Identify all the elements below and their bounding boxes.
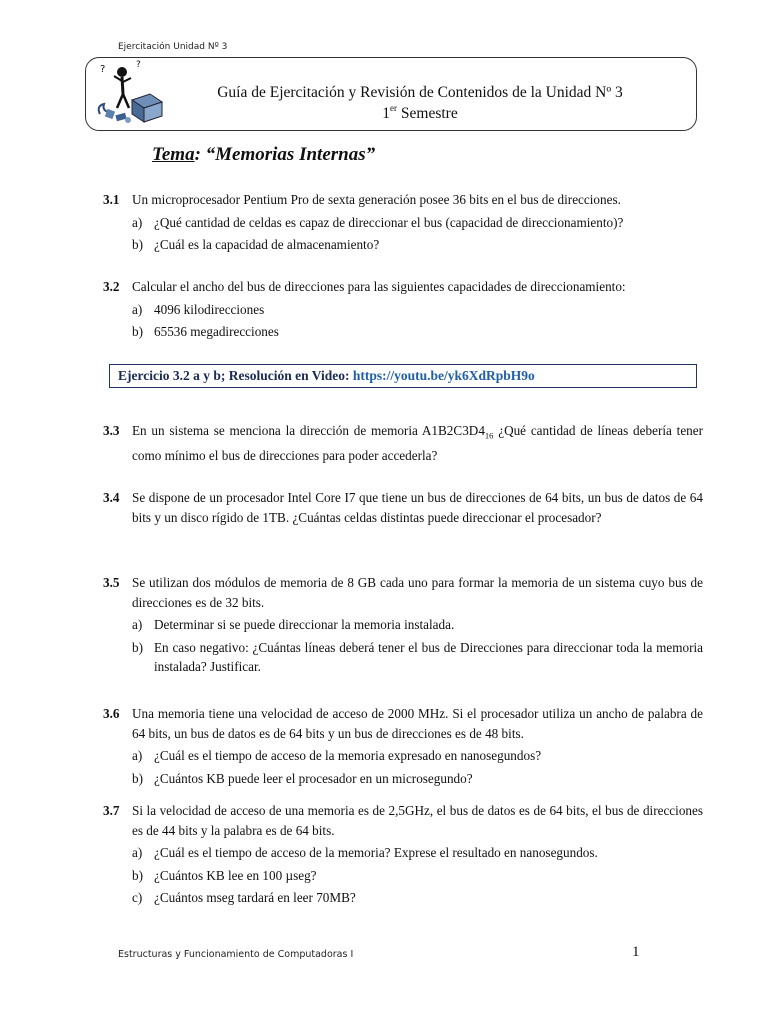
- question-text: Si la velocidad de acceso de una memoria es de 2,5GHz, el bus de datos es de 64 bits, el bus de direcciones es de 44 bits y la palabra es de 64 bits.: [132, 803, 703, 838]
- question-3-7: [103, 801, 703, 908]
- footer-course-name: Estructuras y Funcionamiento de Computadoras I: [118, 949, 354, 960]
- question-number: 3.7: [103, 803, 120, 818]
- question-number: 3.3: [103, 423, 120, 438]
- question-number: 3.1: [103, 192, 120, 207]
- document-title: Guía de Ejercitación y Revisión de Contenidos de la Unidad Nº 3: [217, 84, 623, 101]
- question-text: Se utilizan dos módulos de memoria de 8 GB cada uno para formar la memoria de un sistema cuyo bus de direcciones es de 32 bits.: [132, 575, 703, 610]
- svg-text:?: ?: [100, 64, 106, 75]
- option-b: b) ¿Cuál es la capacidad de almacenamiento?: [132, 237, 380, 252]
- question-3-3: [103, 421, 703, 466]
- question-3-1: [103, 190, 703, 255]
- option-b: b) ¿Cuántos KB puede leer el procesador en un microsegundo?: [132, 770, 473, 786]
- question-number: 3.4: [103, 490, 120, 505]
- option-c: c) ¿Cuántos mseg tardará en leer 70MB?: [132, 890, 356, 905]
- question-3-5: [103, 573, 703, 677]
- question-3-4: [103, 488, 703, 527]
- question-text: Un microprocesador Pentium Pro de sexta generación posee 36 bits en el bus de direcciones.: [132, 192, 621, 207]
- option-a: a) ¿Cuál es el tiempo de acceso de la memoria expresado en nanosegundos?: [132, 748, 542, 763]
- topic-heading: Tema: “Memorias Internas”: [152, 144, 376, 165]
- option-a: a) Determinar si se puede direccionar la memoria instalada.: [132, 617, 455, 632]
- question-number: 3.2: [103, 279, 120, 294]
- question-3-2: [103, 277, 703, 342]
- question-number: 3.6: [103, 706, 120, 721]
- video-resolution-box: [109, 364, 697, 388]
- video-link[interactable]: https://youtu.be/yk6XdRpbH9o: [352, 368, 535, 383]
- option-b: b) 65536 megadirecciones: [132, 324, 279, 339]
- option-a: a) ¿Qué cantidad de celdas es capaz de direccionar el bus (capacidad de direccionamiento)?: [132, 214, 624, 230]
- question-3-6: [103, 704, 703, 788]
- svg-text:?: ?: [136, 60, 141, 70]
- question-text: Una memoria tiene una velocidad de acceso de 2000 MHz. Si el procesador utiliza un ancho de palabra de 64 bits, un bus de datos es de 64 bits y un bus de direcciones es de 48 bits.: [132, 706, 703, 741]
- page-number: 1: [632, 944, 640, 960]
- option-b: b) En caso negativo: ¿Cuántas líneas deberá tener el bus de Direcciones para direccionar toda la memoria instalada? Justificar.: [132, 639, 703, 674]
- question-text: En un sistema se menciona la dirección de memoria $A1B2C3D4_{16}$ ¿Qué cantidad de líneas debería tener como mínimo el bus de direcciones para poder accederla?: [132, 423, 704, 464]
- question-text: Se dispone de un procesador Intel Core I7 que tiene un bus de direcciones de 64 bits, un bus de datos de 64 bits y un disco rígido de 1TB. ¿Cuántas celdas distintas puede direccionar el procesador?: [132, 490, 703, 525]
- video-label: Ejercicio 3.2 a y b; Resolución en Video:: [118, 368, 353, 383]
- document-subtitle: 1er Semestre: [382, 103, 458, 123]
- option-a: a) 4096 kilodirecciones: [132, 301, 265, 317]
- option-b: b) ¿Cuántos KB lee en 100 µseg?: [132, 867, 317, 883]
- option-a: a) ¿Cuál es el tiempo de acceso de la memoria? Exprese el resultado en nanosegundos.: [132, 845, 598, 860]
- question-text: Calcular el ancho del bus de direcciones para las siguientes capacidades de direccionamiento:: [132, 279, 626, 294]
- running-header: Ejercitación Unidad Nº 3: [118, 42, 228, 52]
- question-number: 3.5: [103, 575, 120, 590]
